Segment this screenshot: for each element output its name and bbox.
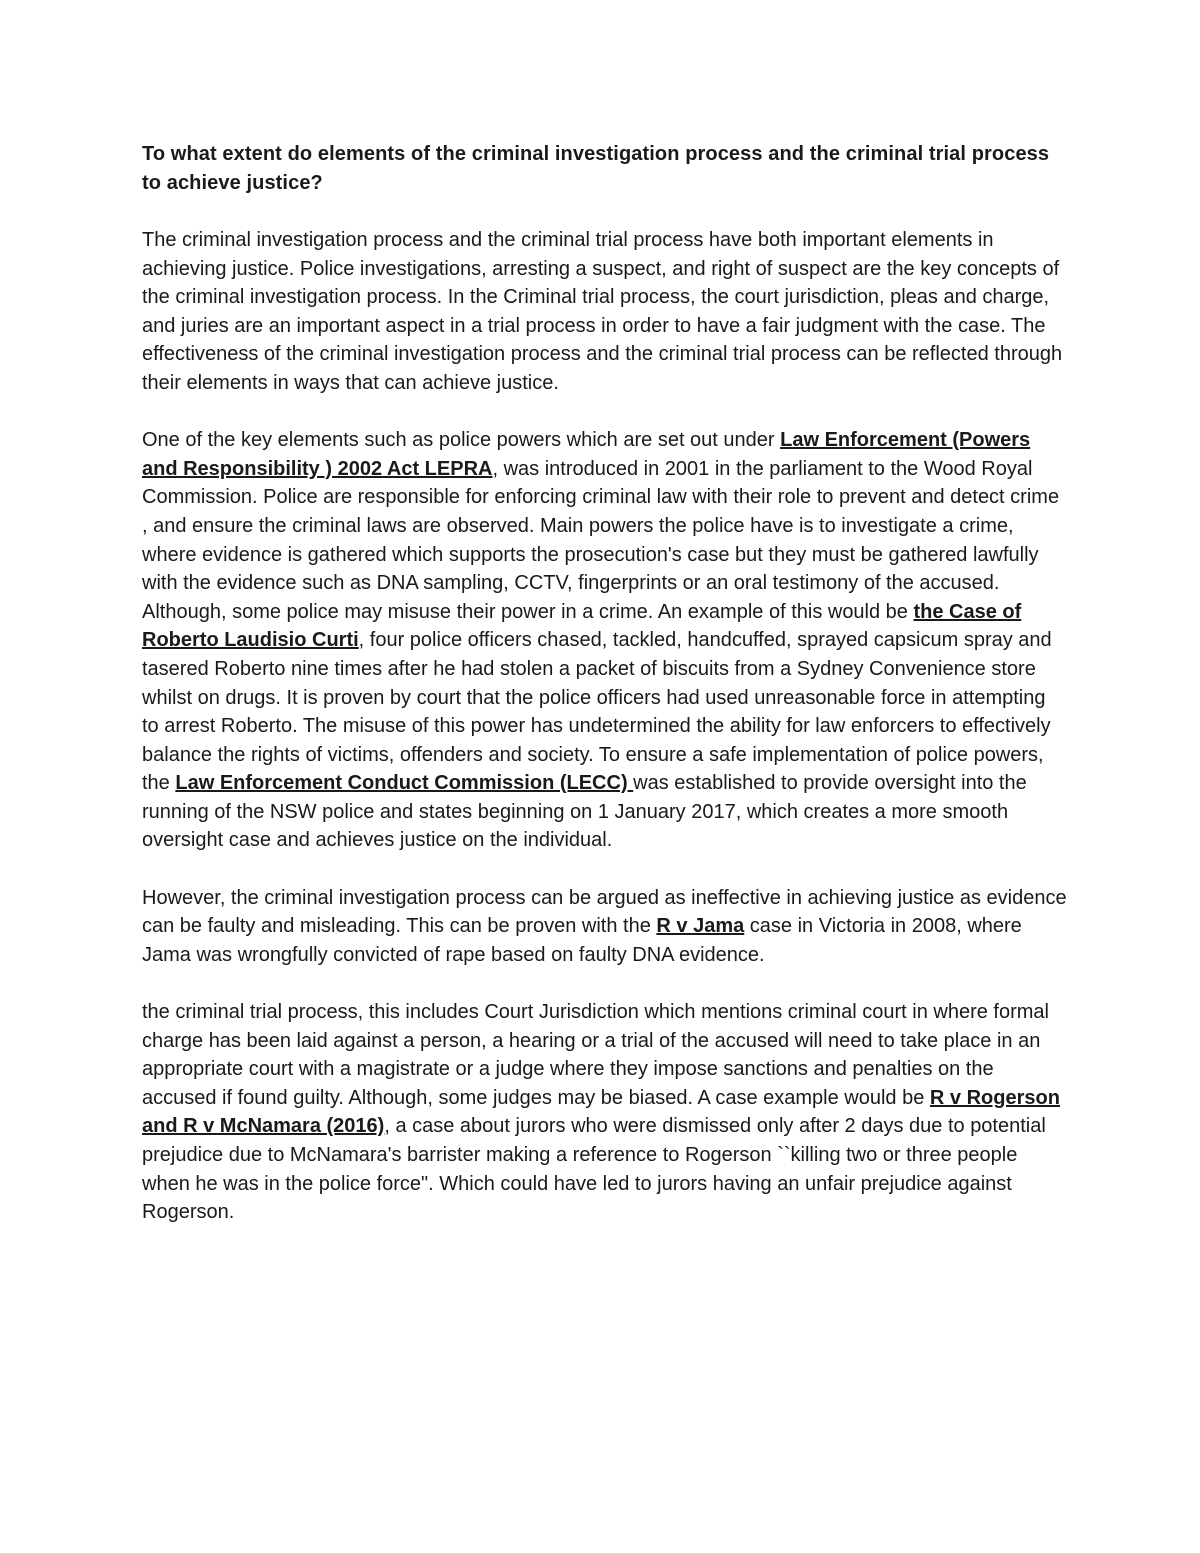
text-segment: case in Victoria in 2008, where Jama was wrongfully convicted of rape based on faulty DNA evidence. (142, 915, 1022, 966)
document-title: To what extent do elements of the criminal investigation process and the criminal trial process to achieve justice? (142, 143, 1050, 194)
paragraph-intro: The criminal investigation process and the criminal trial process have both important elements in achieving justice. Police investigations, arresting a suspect, and right of suspect are the key concepts of the criminal investigation process. In the Criminal trial process, the court jurisdiction, pleas and charge, and juries are an important aspect in a trial process in order to have a fair judgment with the case. The effectiveness of the criminal investigation process and the criminal trial process can be reflected through their elements in ways that can achieve justice. (142, 229, 1063, 394)
lepra-act-reference[interactable]: Law Enforcement (Powers and Responsibility ) 2002 Act LEPRA (142, 429, 1031, 480)
paragraph-faulty-evidence (142, 884, 1067, 970)
text-segment: , four police officers chased, tackled, handcuffed, sprayed capsicum spray and tasered Roberto nine times after he had stolen a packet of biscuits from a Sydney Convenience store whilst on drugs. It is proven by court that the police officers had used unreasonable force in attempting to arrest Roberto. The misuse of this power has undetermined the ability for law enforcers to effectively balance the rights of victims, offenders and society. To ensure a safe implementation of police powers, the (142, 629, 1052, 795)
roberto-curti-case-reference[interactable]: the Case of Roberto Laudisio Curti (142, 600, 1022, 652)
text-segment: the criminal trial process, this includes Court Jurisdiction which mentions criminal court in where formal charge has been laid against a person, a hearing or a trial of the accused will need to take place in an appropriate court with a magistrate or a judge where they impose sanctions and penalties on the accused if found guilty. Although, some judges may be biased. A case example would be (142, 1001, 1050, 1109)
paragraph-trial-process (142, 998, 1067, 1227)
text-segment: , a case about jurors who were dismissed only after 2 days due to potential prejudice due to McNamara's barrister making a reference to Rogerson ``killing two or three people when he was in the police force". Which could have led to jurors having an unfair prejudice against Rogerson. (142, 1115, 1046, 1224)
text-segment: was established to provide oversight into the running of the NSW police and states beginning on 1 January 2017, which creates a more smooth oversight case and achieves justice on the individual. (142, 772, 1027, 852)
r-v-jama-reference[interactable]: R v Jama (656, 915, 745, 938)
text-segment: One of the key elements such as police powers which are set out under (142, 429, 781, 452)
rogerson-mcnamara-reference[interactable]: R v Rogerson and R v McNamara (2016) (142, 1086, 1060, 1138)
document-page (142, 140, 1067, 1255)
text-segment: However, the criminal investigation process can be argued as ineffective in achieving justice as evidence can be faulty and misleading. This can be proven with the (142, 886, 1067, 938)
text-segment: , was introduced in 2001 in the parliament to the Wood Royal Commission. Police are responsible for enforcing criminal law with their role to prevent and detect crime , and ensure the criminal laws are observed. Main powers the police have is to investigate a crime, where evidence is gathered which supports the prosecution's case but they must be gathered lawfully with the evidence such as DNA sampling, CCTV, fingerprints or an oral testimony of the accused. Although, some police may misuse their power in a crime. An example of this would be (142, 457, 1060, 623)
lecc-reference[interactable]: Law Enforcement Conduct Commission (LECC) (175, 772, 634, 795)
paragraph-police-powers (142, 426, 1067, 855)
